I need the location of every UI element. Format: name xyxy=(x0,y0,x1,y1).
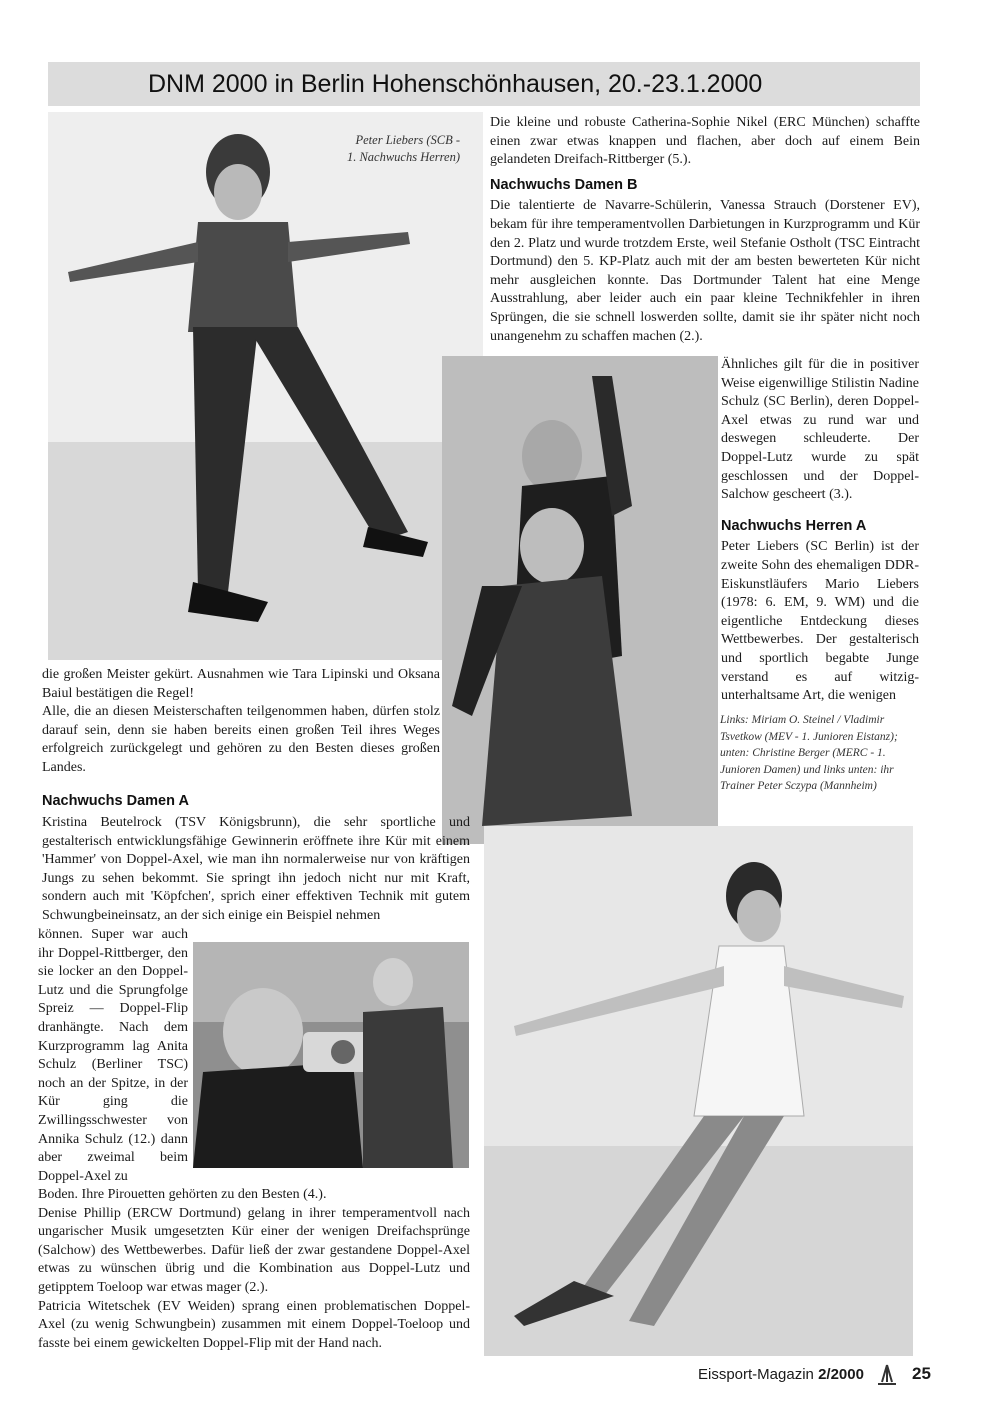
paragraph-peter-liebers: Peter Liebers (SC Berlin) ist der zweite Sohn des ehemaligen DDR-Eiskunstläufers Mario Liebers (1978: 6. EM, 9. WM) und die eigentliche Entdeckung dieses Wettbewerbes. Der gestalterisch und sportlich begabte Junge verstand es auf witzig-unterhaltsame Art, die wenigen xyxy=(721,539,919,704)
paragraph-pirouetten: Boden. Ihre Pirouetten gehörten zu den Besten (4.). xyxy=(38,1187,327,1202)
magazine-name: Eissport-Magazin xyxy=(698,1366,814,1383)
page-title: DNM 2000 in Berlin Hohenschönhausen, 20.-23.1.2000 xyxy=(48,62,920,106)
paragraph-nadine-schulz: Ähnliches gilt für die in positiver Weise eigenwillige Stilistin Nadine Schulz (SC Berlin), deren Doppel-Axel etwas zu rund war und deswegen schleuderte. Der Doppel-Lutz wurde zu spät geschlossen und der Doppel-Salchow gescheert (3.). xyxy=(721,357,919,503)
heading-nachwuchs-damen-b: Nachwuchs Damen B xyxy=(490,176,638,193)
photo-ice-dance-couple xyxy=(442,356,718,844)
left-column-bottom xyxy=(38,1186,470,1353)
heading-nachwuchs-herren-a: Nachwuchs Herren A xyxy=(721,517,867,534)
photo-caption-right: Links: Miriam O. Steinel / Vladimir Tsvetkow (MEV - 1. Junioren Eistanz); unten: Christine Berger (MERC - 1. Junioren Damen) und links unten: ihr Trainer Peter Sczypa (Mannheim) xyxy=(720,714,898,792)
photo-caption-top xyxy=(320,132,460,166)
paragraph-beutelrock: Kristina Beutelrock (TSV Königsbrunn), die sehr sportliche und gestalterisch entwicklungsfähige Gewinnerin eröffnete ihre Kür mit einem 'Hammer' von Doppel-Axel, wie man ihn normalerweise nur von kräftigen Jungs zu sehen bekommt. Sie springt ihn jedoch nicht nur mit Kraft, sondern auch mit 'Köpfchen', sprich einer effektiven Technik mit gutem Schwungbeineinsatz, an der sich einige ein Beispiel nehmen xyxy=(42,815,470,923)
left-column-wide xyxy=(42,814,470,926)
photo-christine-berger xyxy=(484,826,913,1356)
caption-line: 1. Nachwuchs Herren) xyxy=(346,150,460,164)
caption-line: Peter Liebers (SCB - xyxy=(355,133,460,147)
paragraph-anita-schulz: können. Super war auch ihr Doppel-Rittberger, den sie locker an den Doppel-Lutz und die Sprungfolge Spreiz — Doppel-Flip dranhängte. Nach dem Kurzprogramm lag Anita Schulz (Berliner TSC) noch an der Spitze, in der Kür ging die Zwillingsschwester von Annika Schulz (12.) dann aber zweimal beim Doppel-Axel zu xyxy=(38,927,188,1184)
paragraph-meister: die großen Meister gekürt. Ausnahmen wie Tara Lipinski und Oksana Baiul bestätigen die Regel! xyxy=(42,667,440,701)
heading-nachwuchs-damen-a: Nachwuchs Damen A xyxy=(42,792,189,809)
paragraph-phillip: Denise Phillip (ERCW Dortmund) gelang in ihrer temperamentvoll nach ungarischer Musik umgesetzten Kür einer der wenigen Dreifachsprünge (Salchow) des Wettbewerbes. Dafür ließ der zwar gestandene Doppel-Axel etwas zu wünschen übrig und die Kombination aus Doppel-Lutz und getipptem Toeloop war etwas mager (2.). xyxy=(38,1205,470,1295)
magazine-logo-icon xyxy=(874,1362,900,1388)
left-column-middle xyxy=(42,666,440,813)
page-number: 25 xyxy=(912,1364,931,1383)
footer-magazine xyxy=(698,1366,864,1383)
paragraph-nikel: Die kleine und robuste Catherina-Sophie Nikel (ERC München) schaffte einen zwar etwas knappen und flachen, aber doch auf einem Bein gelandeten Dreifach-Rittberger (5.). xyxy=(490,115,920,168)
photo-trainer-camera xyxy=(193,942,469,1168)
photo-peter-liebers xyxy=(48,112,483,660)
paragraph-witetschek: Patricia Witetschek (EV Weiden) sprang einen problematischen Doppel-Axel (zu wenig Schwungbein) zusammen mit einem Doppel-Toeloop und fasste bei einem gewickelten Doppel-Flip mit der Hand nach. xyxy=(38,1298,470,1351)
paragraph-strauch: Die talentierte de Navarre-Schülerin, Vanessa Strauch (Dorstener EV), bekam für ihre temperamentvollen Darbietungen in Kurzprogramm und Kür den 2. Platz und wurde trotzdem Erste, weil Stefanie Ostholt (TSC Eintracht Dortmund) den 5. KP-Platz auch mit der am besten bewerteten Kür nicht mehr ausgleichen konnte. Das Dortmunder Talent hat eine Menge Ausstrahlung, aber leider auch ein paar kleine Technikfehler in ihren Sprüngen, die sie schnell loswerden sollte, damit sie ihr später nicht noch unangenehm zu schaffen machen (2.). xyxy=(490,198,920,344)
left-column-narrow xyxy=(38,926,188,1186)
right-column-narrow xyxy=(721,356,919,706)
paragraph-alle: Alle, die an diesen Meisterschaften teilgenommen haben, dürfen stolz darauf sein, denn sie haben bereits einen großen Teil ihres Weges erfolgreich zurückgelegt und gehören zu den Besten dieses großen Landes. xyxy=(42,704,440,775)
issue-number: 2/2000 xyxy=(818,1366,864,1383)
right-column-top xyxy=(490,114,920,346)
